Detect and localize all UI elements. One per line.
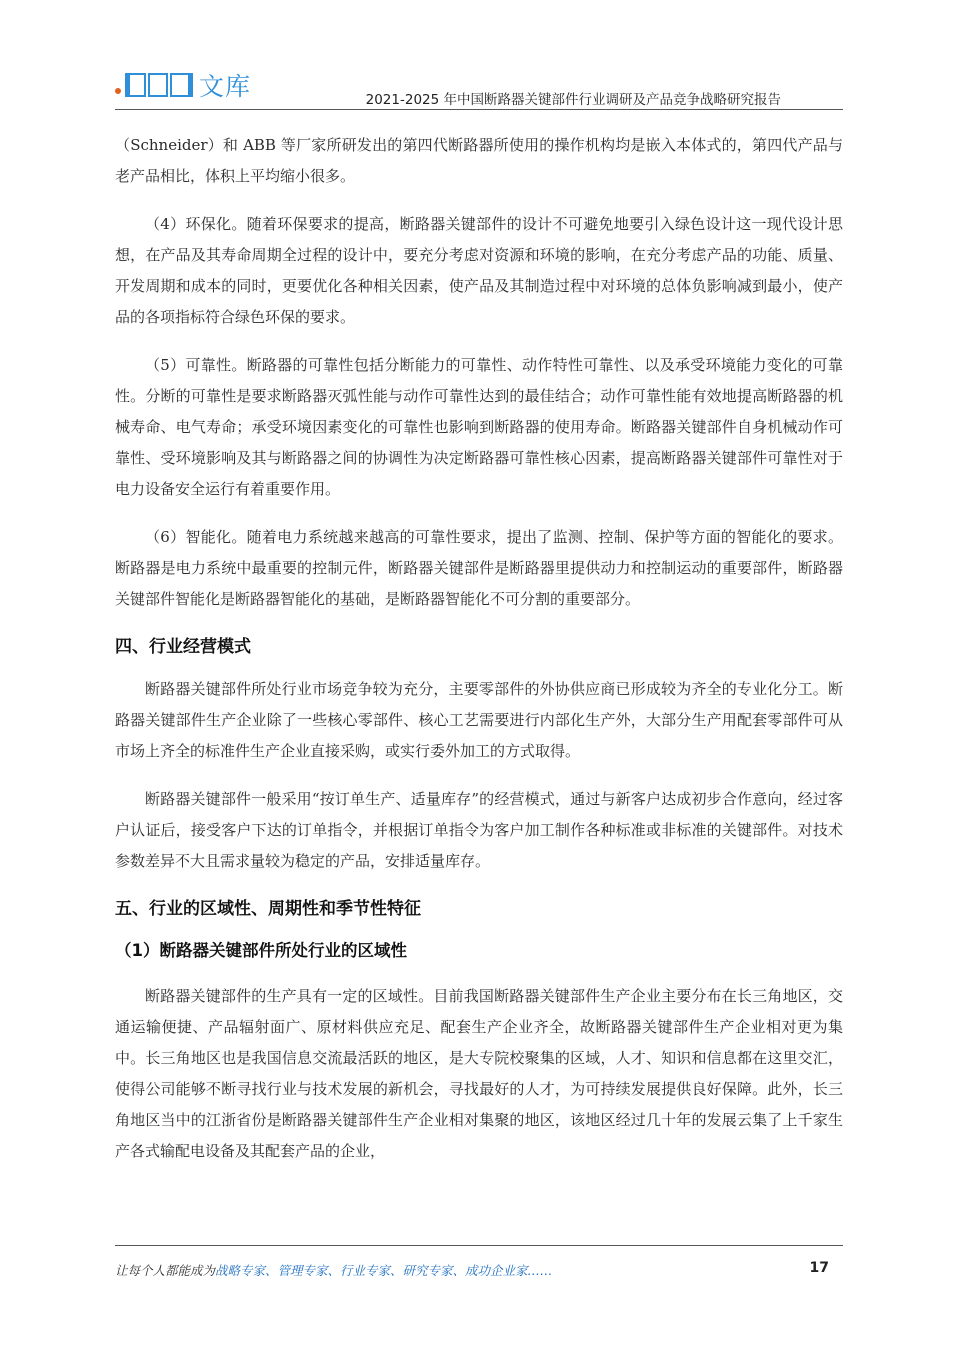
paragraph-continuation: （Schneider）和 ABB 等厂家所研发出的第四代断路器所使用的操作机构均是嵌入本体式的，第四代产品与老产品相比，体积上平均缩小很多。 <box>115 136 843 185</box>
section-heading-regional-features: 五、行业的区域性、周期性和季节性特征 <box>115 899 421 919</box>
paragraph-market-competition: 断路器关键部件所处行业市场竞争较为充分，主要零部件的外协供应商已形成较为齐全的专业化分工。断路器关键部件生产企业除了一些核心零部件、核心工艺需要进行内部化生产外，大部分生产用配套零部件可从市场上齐全的标准件生产企业直接采购，或实行委外加工的方式取得。 <box>115 680 843 760</box>
page-footer <box>115 1260 843 1284</box>
footer-slogan <box>115 1263 553 1278</box>
footer-slogan-highlight: 战略专家、管理专家、行业专家、研究专家、成功企业家…… <box>215 1263 553 1278</box>
header-divider <box>115 109 843 110</box>
page-content <box>115 130 843 1184</box>
paragraph-regionality: 断路器关键部件的生产具有一定的区域性。目前我国断路器关键部件生产企业主要分布在长三角地区，交通运输便捷、产品辐射面广、原材料供应充足、配套生产企业齐全，故断路器关键部件生产企业相对更为集中。长三角地区也是我国信息交流最活跃的地区，是大专院校聚集的区域，人才、知识和信息都在这里交汇，使得公司能够不断寻找行业与技术发展的新机会，寻找最好的人才，为可持续发展提供良好保障。此外，长三角地区当中的江浙省份是断路器关键部件生产企业相对集聚的地区，该地区经过几十年的发展云集了上千家生产各式输配电设备及其配套产品的企业， <box>115 987 843 1160</box>
page-number: 17 <box>809 1260 829 1276</box>
footer-slogan-prefix: 让每个人都能成为 <box>115 1263 216 1278</box>
logo <box>115 68 251 102</box>
section-heading-business-model: 四、行业经营模式 <box>115 637 251 657</box>
subsection-heading-regionality: （1）断路器关键部件所处行业的区域性 <box>115 941 407 960</box>
paragraph-operation-mode: 断路器关键部件一般采用“按订单生产、适量库存”的经营模式，通过与新客户达成初步合作意向，经过客户认证后，接受客户下达的订单指令，并根据订单指令为客户加工制作各种标准或非标准的关键部件。对技术参数差异不大且需求量较为稳定的产品，安排适量库存。 <box>115 790 843 870</box>
paragraph-intelligence: （6）智能化。随着电力系统越来越高的可靠性要求，提出了监测、控制、保护等方面的智能化的要求。断路器是电力系统中最重要的控制元件，断路器关键部件是断路器里提供动力和控制运动的重要部件，断路器关键部件智能化是断路器智能化的基础，是断路器智能化不可分割的重要部分。 <box>115 528 843 608</box>
footer-divider <box>115 1245 843 1246</box>
page-header <box>115 68 843 110</box>
paragraph-environmental: （4）环保化。随着环保要求的提高，断路器关键部件的设计不可避免地要引入绿色设计这一现代设计思想，在产品及其寿命周期全过程的设计中，要充分考虑对资源和环境的影响，在充分考虑产品的功能、质量、开发周期和成本的同时，更要优化各种相关因素，使产品及其制造过程中对环境的总体负影响减到最小，使产品的各项指标符合绿色环保的要求。 <box>115 215 843 326</box>
logo-mark-icon <box>125 73 193 97</box>
report-title: 2021-2025 年中国断路器关键部件行业调研及产品竞争战略研究报告 <box>365 92 781 108</box>
logo-text: 文库 <box>199 72 252 101</box>
logo-dot-icon <box>115 88 121 94</box>
paragraph-reliability: （5）可靠性。断路器的可靠性包括分断能力的可靠性、动作特性可靠性、以及承受环境能力变化的可靠性。分断的可靠性是要求断路器灭弧性能与动作可靠性达到的最佳结合；动作可靠性能有效地提高断路器的机械寿命、电气寿命；承受环境因素变化的可靠性也影响到断路器的使用寿命。断路器关键部件自身机械动作可靠性、受环境影响及其与断路器之间的协调性为决定断路器可靠性核心因素，提高断路器关键部件可靠性对于电力设备安全运行有着重要作用。 <box>115 356 843 498</box>
